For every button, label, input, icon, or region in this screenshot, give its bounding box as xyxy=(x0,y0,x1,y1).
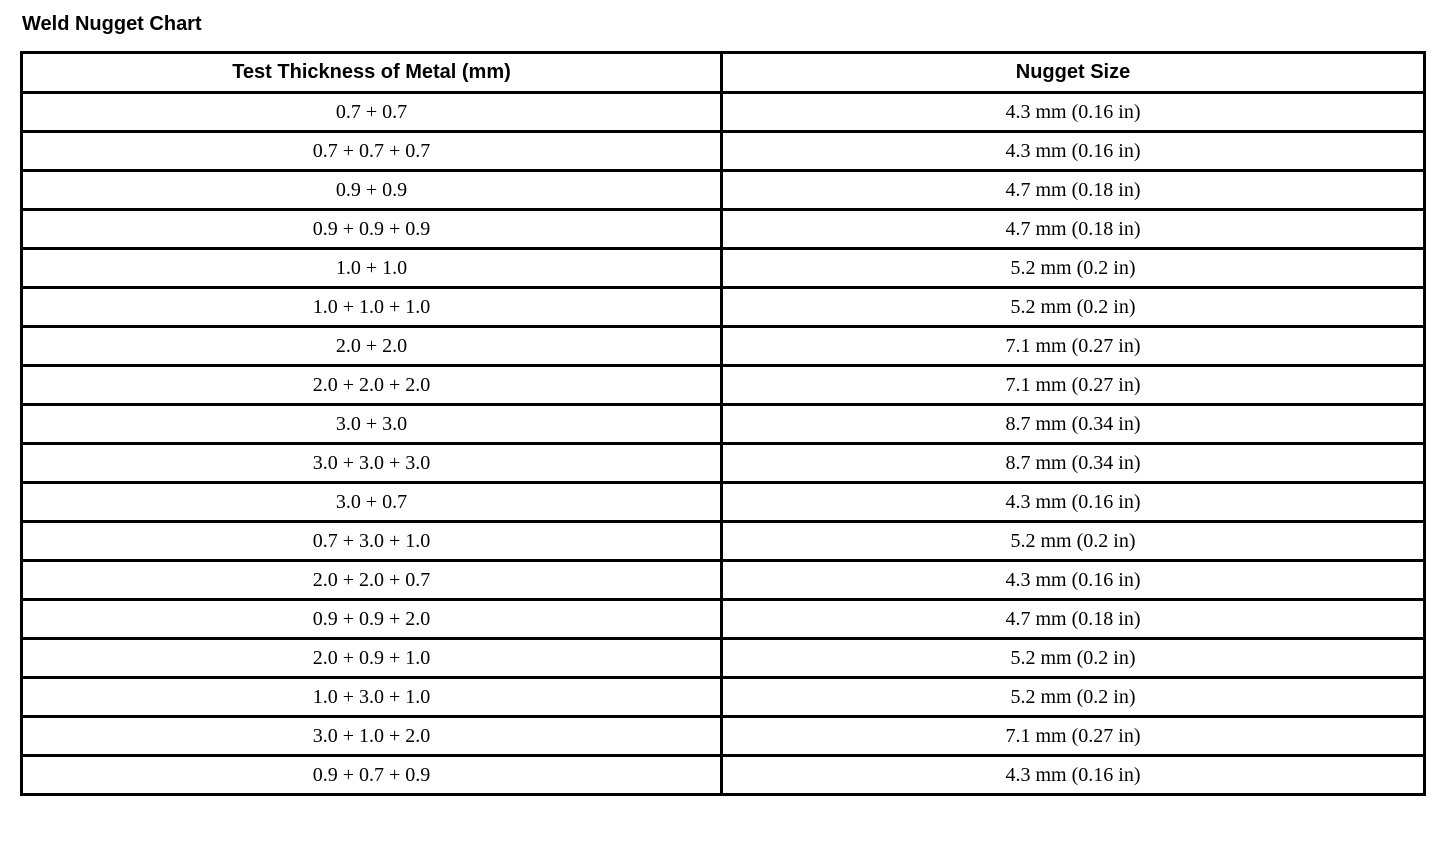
table-body xyxy=(22,93,1425,795)
table-row xyxy=(22,717,1425,756)
table-row xyxy=(22,366,1425,405)
thickness-cell: 1.0 + 3.0 + 1.0 xyxy=(22,678,722,717)
nugget-size-cell: 7.1 mm (0.27 in) xyxy=(722,717,1425,756)
table-row xyxy=(22,210,1425,249)
nugget-size-cell: 4.3 mm (0.16 in) xyxy=(722,561,1425,600)
thickness-cell: 3.0 + 0.7 xyxy=(22,483,722,522)
nugget-size-cell: 5.2 mm (0.2 in) xyxy=(722,249,1425,288)
thickness-cell: 0.9 + 0.7 + 0.9 xyxy=(22,756,722,795)
thickness-cell: 2.0 + 2.0 xyxy=(22,327,722,366)
table-row xyxy=(22,522,1425,561)
nugget-size-cell: 7.1 mm (0.27 in) xyxy=(722,366,1425,405)
thickness-cell: 3.0 + 3.0 + 3.0 xyxy=(22,444,722,483)
thickness-cell: 2.0 + 2.0 + 0.7 xyxy=(22,561,722,600)
thickness-cell: 3.0 + 1.0 + 2.0 xyxy=(22,717,722,756)
thickness-cell: 2.0 + 2.0 + 2.0 xyxy=(22,366,722,405)
nugget-size-cell: 4.3 mm (0.16 in) xyxy=(722,756,1425,795)
table-row xyxy=(22,288,1425,327)
nugget-size-cell: 4.7 mm (0.18 in) xyxy=(722,171,1425,210)
table-row xyxy=(22,93,1425,132)
nugget-size-cell: 8.7 mm (0.34 in) xyxy=(722,405,1425,444)
page-title: Weld Nugget Chart xyxy=(22,13,202,35)
nugget-size-cell: 4.7 mm (0.18 in) xyxy=(722,210,1425,249)
thickness-cell: 0.7 + 3.0 + 1.0 xyxy=(22,522,722,561)
thickness-cell: 0.9 + 0.9 + 2.0 xyxy=(22,600,722,639)
thickness-cell: 3.0 + 3.0 xyxy=(22,405,722,444)
column-header-thickness: Test Thickness of Metal (mm) xyxy=(22,53,722,93)
thickness-cell: 0.9 + 0.9 xyxy=(22,171,722,210)
thickness-cell: 0.7 + 0.7 xyxy=(22,93,722,132)
thickness-cell: 0.9 + 0.9 + 0.9 xyxy=(22,210,722,249)
table-row xyxy=(22,600,1425,639)
table-row xyxy=(22,327,1425,366)
table-row xyxy=(22,171,1425,210)
nugget-size-cell: 7.1 mm (0.27 in) xyxy=(722,327,1425,366)
nugget-size-cell: 8.7 mm (0.34 in) xyxy=(722,444,1425,483)
nugget-size-cell: 4.3 mm (0.16 in) xyxy=(722,483,1425,522)
nugget-size-cell: 4.3 mm (0.16 in) xyxy=(722,93,1425,132)
nugget-size-cell: 5.2 mm (0.2 in) xyxy=(722,678,1425,717)
table-row xyxy=(22,561,1425,600)
nugget-size-cell: 5.2 mm (0.2 in) xyxy=(722,522,1425,561)
column-header-nugget-size: Nugget Size xyxy=(722,53,1425,93)
table-row xyxy=(22,678,1425,717)
thickness-cell: 1.0 + 1.0 xyxy=(22,249,722,288)
nugget-size-cell: 4.7 mm (0.18 in) xyxy=(722,600,1425,639)
table-header xyxy=(22,53,1425,93)
table-row xyxy=(22,483,1425,522)
table-row xyxy=(22,444,1425,483)
nugget-size-cell: 5.2 mm (0.2 in) xyxy=(722,288,1425,327)
table-row xyxy=(22,132,1425,171)
table-row xyxy=(22,639,1425,678)
weld-nugget-table xyxy=(20,51,1426,796)
nugget-size-cell: 4.3 mm (0.16 in) xyxy=(722,132,1425,171)
thickness-cell: 0.7 + 0.7 + 0.7 xyxy=(22,132,722,171)
table-row xyxy=(22,756,1425,795)
table-row xyxy=(22,405,1425,444)
table-row xyxy=(22,249,1425,288)
header-row xyxy=(22,53,1425,93)
thickness-cell: 2.0 + 0.9 + 1.0 xyxy=(22,639,722,678)
thickness-cell: 1.0 + 1.0 + 1.0 xyxy=(22,288,722,327)
nugget-size-cell: 5.2 mm (0.2 in) xyxy=(722,639,1425,678)
